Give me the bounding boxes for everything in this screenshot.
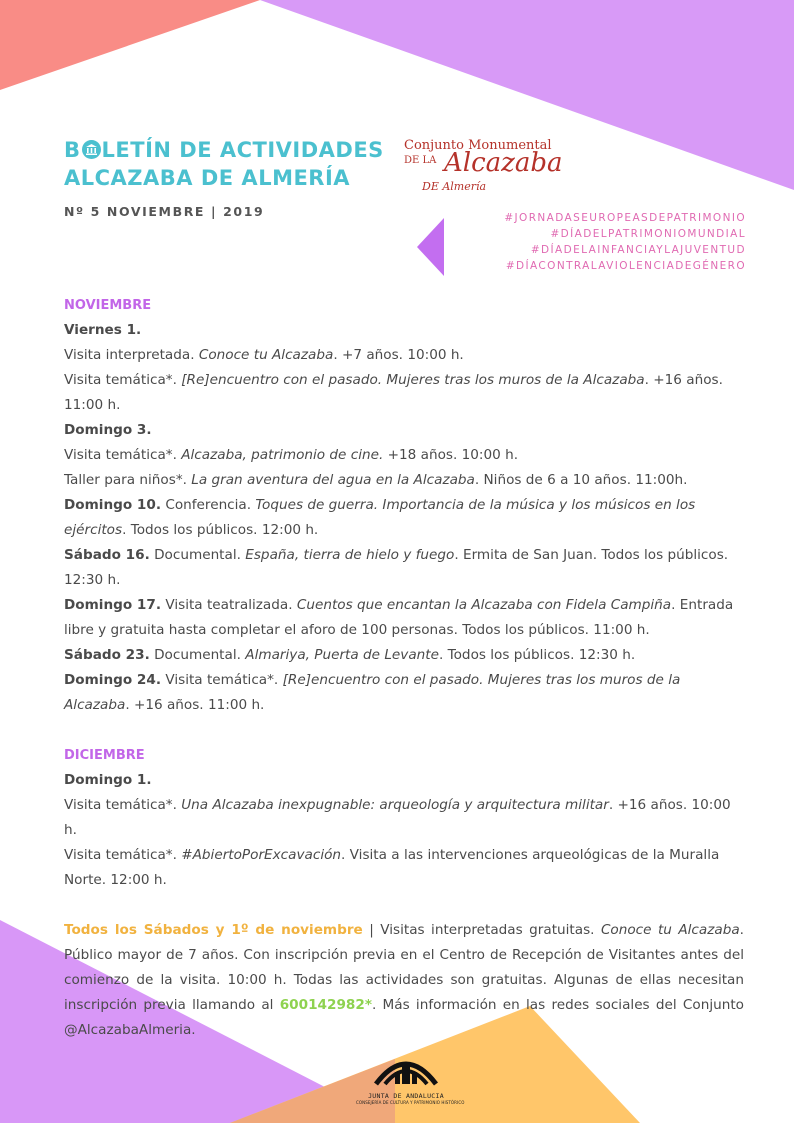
title-prefix: B (64, 138, 81, 162)
info-text: . Público mayor de 7 años. Con inscripción previa en el Centro de Recepción de Visitantes antes del comienzo de la visita. 10:00 h. Todas las actividades son gratuitas. Algunas de ellas necesitan inscripción previa llamando al (64, 922, 744, 1013)
event-title: Toques de guerra. Importancia de la música y los músicos en los ejércitos (64, 497, 696, 538)
event-title: #AbiertoPorExcavación (181, 847, 342, 863)
logo-line-4: DE Almería (422, 180, 487, 193)
junta-emblem-icon (371, 1050, 441, 1086)
info-text: | Visitas interpretadas gratuitas. (362, 922, 601, 938)
event-entry (64, 468, 744, 493)
junta-andalucia-logo (356, 1050, 465, 1112)
event-details: +18 años. 10:00 h. (383, 447, 519, 463)
event-entry (64, 543, 744, 593)
event-title: Una Alcazaba inexpugnable: arqueología y arquitectura militar (181, 797, 609, 813)
event-type: Visita temática*. (161, 672, 283, 688)
junta-name: JUNTA DE ANDALUCIA (368, 1092, 444, 1100)
event-title: La gran aventura del agua en la Alcazaba (191, 472, 475, 488)
day-heading: Domingo 17. (64, 597, 162, 613)
event-entry (64, 643, 744, 668)
event-type: Taller para niños*. (64, 472, 192, 488)
event-title: Almariya, Puerta de Levante (245, 647, 439, 663)
spacer (64, 718, 744, 743)
event-type: Visita temática*. (64, 372, 182, 388)
event-details: . Visita a las intervenciones arqueológicas de la Muralla Norte. 12:00 h. (64, 847, 720, 888)
general-info-paragraph (64, 918, 744, 1043)
event-details: . Niños de 6 a 10 años. 11:00h. (474, 472, 688, 488)
logo-line-3: Alcazaba (444, 148, 563, 178)
event-type: Conferencia. (161, 497, 256, 513)
title-line-1 (64, 136, 384, 164)
day-heading: Domingo 3. (64, 422, 152, 438)
event-type: Visita interpretada. (64, 347, 199, 363)
event-title: Alcazaba, patrimonio de cine. (181, 447, 384, 463)
highlight-text: Todos los Sábados y 1º de noviembre (64, 922, 363, 938)
event-details: . Todos los públicos. 12:00 h. (122, 522, 319, 538)
info-text: . Más información en las redes sociales del Conjunto @AlcazabaAlmeria. (64, 997, 744, 1038)
title-suffix: LETÍN DE ACTIVIDADES (101, 138, 384, 162)
event-details: . Entrada libre y gratuita hasta completar el aforo de 100 personas. Todos los públicos. 11:00 h. (64, 597, 734, 638)
logo-line-2: DE LA (404, 155, 437, 166)
event-title: [Re]encuentro con el pasado. Mujeres tras los muros de la Alcazaba (64, 672, 681, 713)
event-type: Visita temática*. (64, 797, 182, 813)
event-entry (64, 668, 744, 718)
day-heading: Sábado 16. (64, 547, 150, 563)
logo-line-1: Conjunto Monumental (404, 138, 552, 153)
event-type: Documental. (149, 547, 246, 563)
event-entry (64, 593, 744, 643)
spacer (64, 893, 744, 918)
header-violet-triangle (417, 218, 444, 276)
bulletin-title (64, 136, 384, 192)
phone-number[interactable]: 600142982* (279, 997, 372, 1013)
day-heading: Domingo 1. (64, 772, 152, 788)
event-type: Visita teatralizada. (161, 597, 297, 613)
event-details: . +16 años. 11:00 h. (125, 697, 265, 713)
event-title: Conoce tu Alcazaba (198, 347, 334, 363)
title-line-2: ALCAZABA DE ALMERÍA (64, 166, 351, 190)
top-left-salmon-triangle (0, 0, 260, 90)
hashtag[interactable]: #DÍACONTRALAVIOLENCIADEGÉNERO (505, 260, 746, 272)
event-details: . Todos los públicos. 12:30 h. (438, 647, 636, 663)
junta-department: CONSEJERÍA DE CULTURA Y PATRIMONIO HISTÓRICO (356, 1100, 465, 1105)
museum-icon (82, 140, 101, 159)
event-entry (64, 343, 744, 368)
event-entry (64, 493, 744, 543)
hashtag[interactable]: #JORNADASEUROPEASDEPATRIMONIO (504, 212, 746, 224)
day-heading: Domingo 10. (64, 497, 162, 513)
event-details: . Ermita de San Juan. Todos los públicos. 12:30 h. (64, 547, 729, 588)
event-title: Cuentos que encantan la Alcazaba con Fidela Campiña (296, 597, 672, 613)
event-title: España, tierra de hielo y fuego (245, 547, 455, 563)
issue-number: Nº 5 NOVIEMBRE | 2019 (64, 204, 265, 219)
hashtag-list (504, 210, 746, 274)
hashtag[interactable]: #DÍADELPATRIMONIOMUNDIAL (550, 228, 746, 240)
event-entry (64, 843, 744, 893)
event-entry (64, 368, 744, 418)
month-heading-noviembre: NOVIEMBRE (64, 298, 152, 313)
event-type: Visita temática*. (64, 847, 182, 863)
event-title: [Re]encuentro con el pasado. Mujeres tras los muros de la Alcazaba (181, 372, 645, 388)
event-details: . +16 años. 11:00 h. (64, 372, 723, 413)
month-heading-diciembre: DICIEMBRE (64, 748, 145, 763)
event-details: . +7 años. 10:00 h. (333, 347, 464, 363)
event-type: Visita temática*. (64, 447, 182, 463)
activities-content (64, 293, 744, 1043)
day-heading: Domingo 24. (64, 672, 162, 688)
day-heading: Sábado 23. (64, 647, 150, 663)
event-details: . +16 años. 10:00 h. (64, 797, 731, 838)
event-type: Documental. (149, 647, 246, 663)
event-entry (64, 793, 744, 843)
day-heading: Viernes 1. (64, 322, 142, 338)
event-entry (64, 443, 744, 468)
hashtag[interactable]: #DÍADELAINFANCIAYLAJUVENTUD (530, 244, 746, 256)
info-title: Conoce tu Alcazaba (600, 922, 740, 938)
alcazaba-logo (400, 138, 563, 196)
